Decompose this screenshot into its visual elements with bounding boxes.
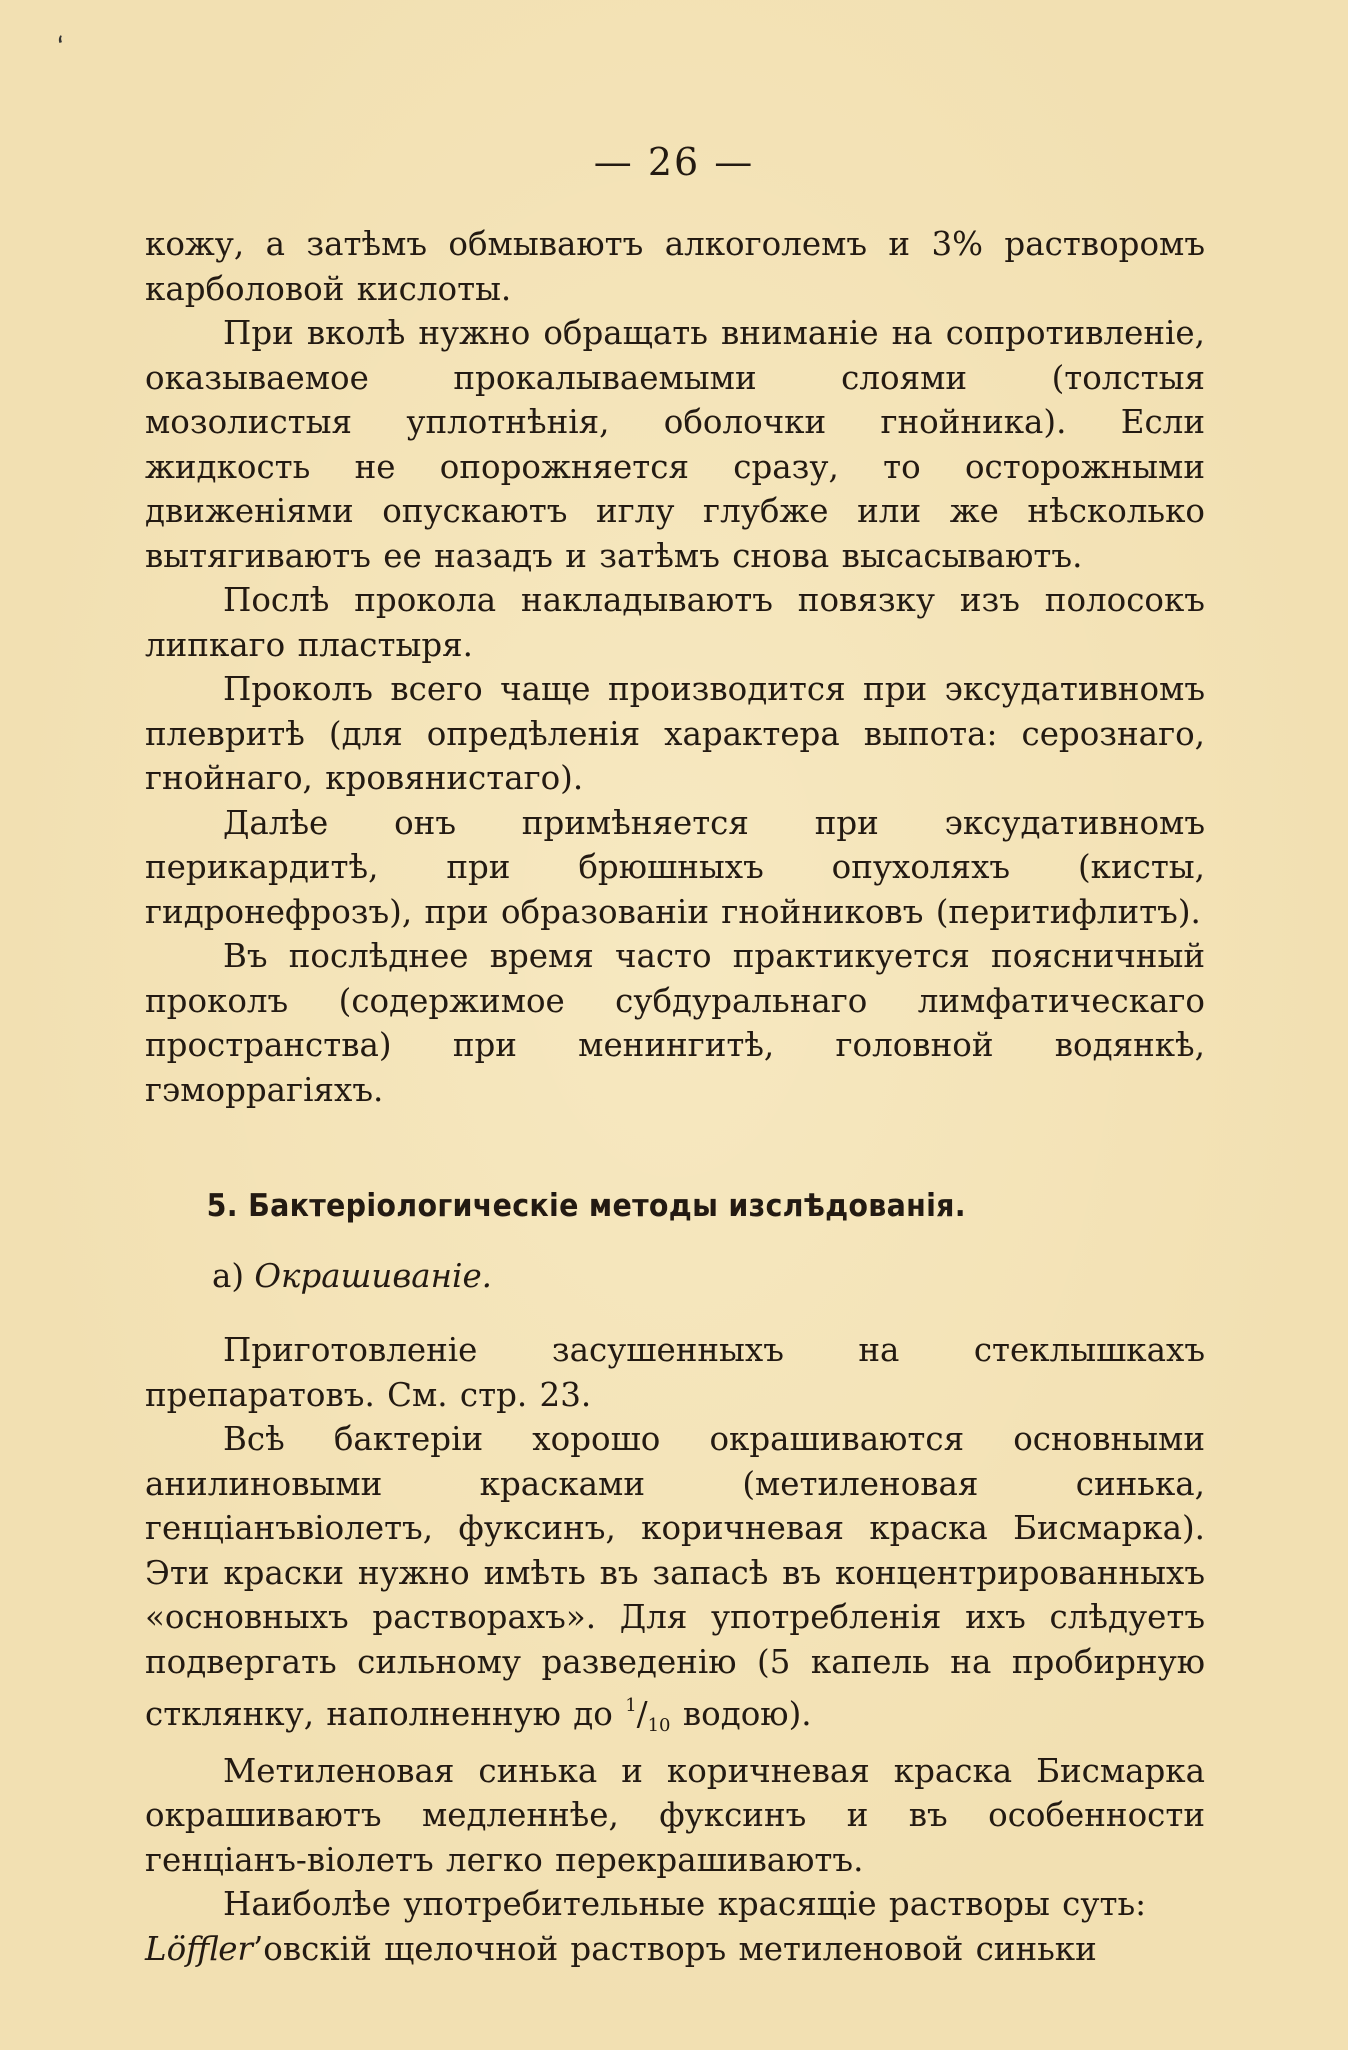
fraction-denominator: 10 — [647, 1715, 671, 1736]
fraction-numerator: 1 — [625, 1695, 637, 1716]
sub-heading — [145, 1254, 1205, 1298]
page-number: — 26 — — [593, 140, 755, 184]
paragraph: Наиболѣе употребительные красящіе растворы суть: — [223, 1885, 1147, 1923]
paragraph: Метиленовая синька и коричневая краска Бисмарка окрашиваютъ медленнѣе, фуксинъ и въ особенности генціанъ-віолетъ легко перекрашиваютъ. — [145, 1751, 1205, 1879]
author-name: Löffler — [145, 1929, 253, 1968]
paragraph: При вколѣ нужно обращать вниманіе на сопротивленіе, оказываемое прокалываемыми слоями (толстыя мозолистыя уплотнѣнія, оболочки гнойника). Если жидкость не опорожняется сразу, то осторожными движеніями опускаютъ иглу глубже или же нѣсколько вытягиваютъ ее назадъ и затѣмъ снова высасываютъ. — [145, 314, 1205, 575]
paragraph: Приготовленіе засушенныхъ на стеклышкахъ препаратовъ. См. стр. 23. — [145, 1331, 1205, 1414]
paragraph-text: ’овскій щелочной растворъ метиленовой синьки — [252, 1929, 1097, 1968]
sub-heading-prefix: а) — [212, 1257, 245, 1295]
paragraph: кожу, а затѣмъ обмываютъ алкоголемъ и 3% растворомъ карболовой кислоты. — [145, 225, 1205, 308]
body-text — [145, 222, 1205, 1971]
paragraph: Далѣе онъ примѣняется при эксудативномъ перикардитѣ, при брюшныхъ опухоляхъ (кисты, гидронефрозъ), при образованіи гнойниковъ (перитифлитъ). — [145, 803, 1205, 931]
paragraph: Послѣ прокола накладываютъ повязку изъ полосокъ липкаго пластыря. — [145, 581, 1205, 664]
corner-mark: ʻ — [52, 29, 73, 64]
paragraph: Всѣ бактеріи хорошо окрашиваются основными анилиновыми красками (метиленовая синька, генціанъвіолетъ, фуксинъ, коричневая краска Бисмарка). Эти краски нужно имѣть въ запасѣ въ концентрированныхъ «основныхъ растворахъ». Для употребленія ихъ слѣдуетъ подвергать сильному разведенію (5 капель на пробирную стклянку, наполненную до $^1/_{10}$ водою). — [145, 1420, 1205, 1736]
paragraph-text: водою). — [670, 1695, 812, 1733]
section-heading: 5. Бактеріологическіе методы изслѣдованія. — [206, 1188, 966, 1224]
paragraph: Въ послѣднее время часто практикуется поясничный проколъ (содержимое субдуральнаго лимфатическаго пространства) при менингитѣ, головной водянкѣ, гэморрагіяхъ. — [145, 937, 1205, 1109]
paragraph-last-line — [145, 1927, 1205, 1972]
paragraph-text: Всѣ бактеріи хорошо окрашиваются основными анилиновыми красками (метиленовая синька, генціанъвіолетъ, фуксинъ, коричневая краска Бисмарка). Эти краски нужно имѣть въ запасѣ въ концентрированныхъ «основныхъ растворахъ». Для употребленія ихъ слѣдуетъ подвергать сильному разведенію (5 капель на пробирную стклянку, наполненную до — [145, 1420, 1205, 1733]
sub-heading-title: Окрашиваніе. — [254, 1257, 493, 1295]
paragraph: Проколъ всего чаще производится при эксудативномъ плевритѣ (для опредѣленія характера выпота: серознаго, гнойнаго, кровянистаго). — [145, 670, 1205, 797]
